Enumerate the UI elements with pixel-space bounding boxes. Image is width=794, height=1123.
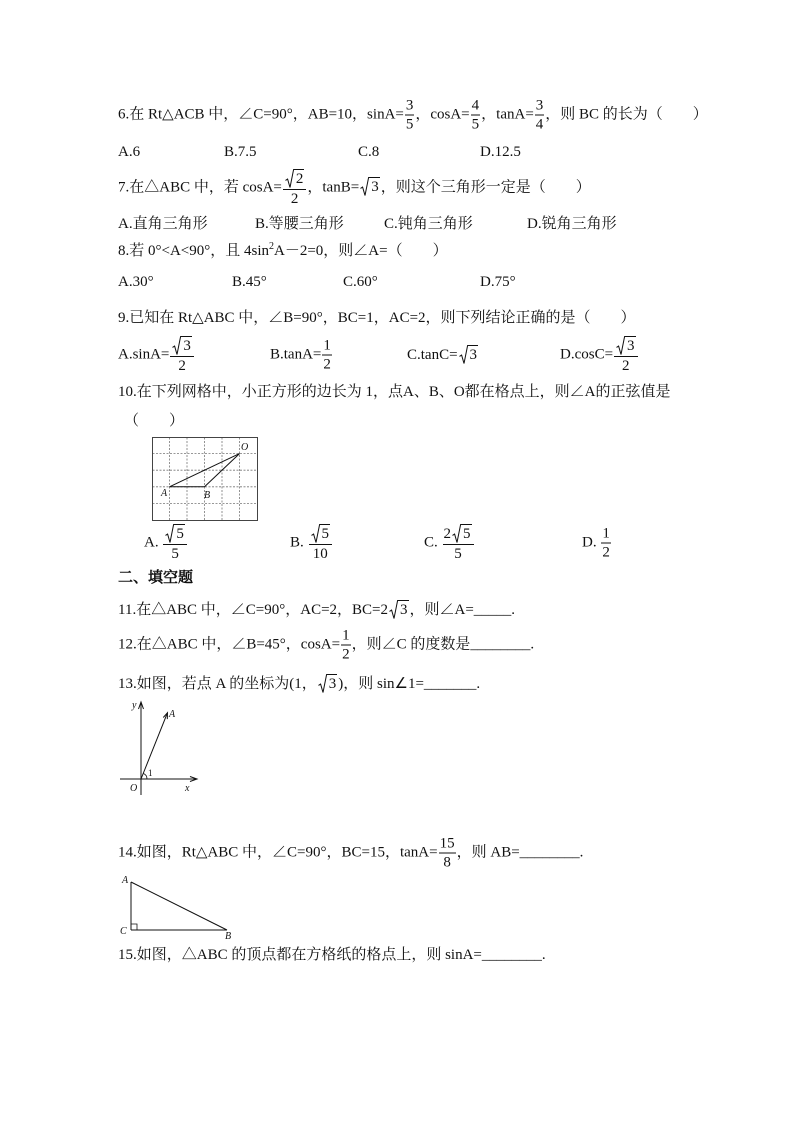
fraction-numerator (471, 98, 481, 116)
square-root (311, 524, 331, 543)
radical-stroke (173, 336, 182, 354)
text-run: 5 (321, 526, 330, 542)
text-run: 3 (535, 97, 544, 114)
square-root (360, 177, 380, 196)
question-6-option-c (358, 142, 379, 162)
fraction-numerator (405, 98, 415, 116)
radicand (369, 177, 380, 196)
text-run: A.6 (118, 144, 141, 160)
question-7-option-c (384, 214, 473, 234)
ray-oa (141, 713, 167, 779)
question-6-option-a (118, 142, 140, 162)
text-run: ，cosA= (415, 106, 470, 123)
text-run: 5 (471, 116, 480, 133)
text-run: 1 (602, 525, 610, 542)
text-run: 2 (295, 171, 304, 187)
radical-stroke (453, 524, 462, 542)
square-root (172, 336, 192, 355)
question-10-stem (118, 382, 671, 402)
text-run: C.tanC= (407, 347, 458, 363)
text-run: 8.若 0°<A<90°，且 4sin (118, 243, 270, 259)
text-run: ，则这个三角形一定是（ ） (380, 179, 591, 196)
question-7-option-d (527, 214, 617, 234)
radical-sign-icon (285, 169, 294, 188)
radical-sign-icon (311, 524, 320, 543)
radicand (174, 524, 185, 543)
question-7-option-b (255, 214, 344, 234)
question-6-option-b (224, 142, 257, 162)
fraction-numerator (341, 628, 351, 646)
right-angle-marker-icon (131, 924, 137, 930)
question-12-stem (118, 628, 534, 663)
y-axis-label: y (132, 700, 137, 711)
text-run: C.8 (358, 144, 380, 160)
radicand (625, 336, 636, 355)
question-9-option-c (407, 345, 479, 365)
fraction-denominator (601, 544, 611, 561)
fraction-denominator (283, 190, 307, 207)
question-10-option-d (582, 526, 612, 561)
angle-1-arc (143, 773, 147, 779)
text-run: 2 (290, 191, 299, 207)
text-run: 3 (371, 179, 379, 196)
text-run: ，则∠C 的度数是________. (351, 636, 535, 653)
question-9-option-a (118, 336, 195, 374)
text-run: A－2=0，则∠A=（ ） (274, 243, 448, 259)
question-7-option-a (118, 214, 208, 234)
vertex-b-label: B (225, 931, 232, 942)
question-8-option-b (232, 272, 267, 292)
text-run: ，则 BC 的长为（ ） (545, 106, 708, 123)
side-ab (131, 882, 227, 930)
question-10-option-b (290, 524, 333, 562)
fraction-denominator (443, 545, 474, 562)
text-run: 3 (400, 602, 408, 618)
text-run: 3 (405, 97, 414, 114)
radical-stroke (311, 524, 320, 542)
radical-stroke (285, 169, 294, 187)
text-run: 3 (469, 347, 478, 363)
question-8-option-a (118, 272, 154, 292)
fraction (322, 338, 332, 373)
question-6-option-d (480, 142, 521, 162)
math-group (444, 526, 473, 542)
text-run: A.sinA= (118, 346, 170, 363)
fraction (163, 524, 187, 562)
point-a-label: A (169, 709, 176, 720)
radical-sign-icon (389, 600, 398, 619)
square-root (459, 345, 479, 364)
text-run: 6.在 Rt△ACB 中，∠C=90°，AB=10，sinA= (118, 106, 404, 123)
text-run: B.等腰三角形 (255, 216, 344, 232)
question-10-grid-figure (152, 437, 258, 521)
question-14-triangle-figure (118, 872, 236, 942)
text-run: B.tanA= (270, 346, 322, 363)
question-10-option-a (144, 524, 188, 562)
radical-stroke (617, 336, 626, 354)
fraction (170, 336, 194, 374)
text-run: 10 (312, 546, 328, 562)
fraction (439, 836, 456, 871)
text-run: B.45° (232, 274, 267, 290)
text-run: 5 (171, 546, 179, 562)
origin-label: O (130, 783, 138, 794)
question-8-stem (118, 241, 448, 261)
vertex-c-label: C (120, 926, 127, 937)
text-run: 15.如图，△ABC 的顶点都在方格纸的格点上，则 sinA=________. (118, 947, 546, 963)
radical-sign-icon (452, 524, 461, 543)
section-title: 二、填空题 (118, 570, 194, 586)
fraction-denominator (322, 356, 332, 373)
fraction-denominator (405, 116, 415, 133)
radical-sign-icon (165, 524, 174, 543)
text-run: 8 (443, 854, 451, 871)
fraction (341, 628, 351, 663)
text-run: B.7.5 (224, 144, 257, 160)
grid-diagram (152, 437, 258, 521)
point-a-label: A (161, 488, 168, 499)
x-axis-label: x (185, 783, 190, 794)
radical-sign-icon (172, 336, 181, 355)
fraction (405, 98, 415, 133)
fraction-denominator (341, 646, 351, 663)
text-run: （ ） (124, 413, 185, 429)
angle-1-label: 1 (148, 768, 153, 778)
radical-sign-icon (616, 336, 625, 355)
radicand (468, 345, 479, 364)
radicand (181, 336, 192, 355)
fraction-numerator (309, 524, 333, 545)
text-run: 3 (183, 338, 191, 354)
fraction-numerator (322, 338, 332, 356)
square-root (452, 524, 472, 543)
text-run: 4 (535, 116, 544, 133)
text-run: 4 (471, 97, 480, 114)
fraction-denominator (170, 357, 194, 374)
text-run: 1 (323, 337, 331, 354)
text-run: ，则∠A=_____. (409, 602, 516, 618)
fraction (535, 98, 545, 133)
fraction (471, 98, 481, 133)
text-run: A. (144, 534, 163, 551)
question-14-stem (118, 836, 583, 871)
text-run: 2 (342, 646, 350, 663)
text-run: ，tanA= (481, 106, 534, 123)
text-run: C.钝角三角形 (384, 216, 473, 232)
text-run: ，tanB= (307, 179, 360, 196)
text-run: 1 (342, 627, 350, 644)
text-run: 7.在△ABC 中，若 cosA= (118, 179, 282, 196)
square-root (389, 600, 409, 619)
question-13-axes-figure (118, 698, 200, 796)
question-13-stem (118, 674, 480, 694)
question-6-stem (118, 98, 708, 133)
text-run: ，则 AB=________. (456, 844, 584, 861)
square-root (285, 169, 305, 188)
text-run: A.30° (118, 274, 154, 290)
text-run: 3 (328, 676, 337, 692)
text-run: C. (424, 534, 442, 551)
text-run: 5 (405, 116, 414, 133)
text-run: 14.如图，Rt△ABC 中，∠C=90°，BC=15，tanA= (118, 844, 438, 861)
text-run: 2 (443, 526, 452, 542)
text-run: 13.如图，若点 A 的坐标为(1， (118, 676, 317, 692)
fraction-numerator (614, 336, 638, 357)
text-run: 2 (602, 544, 610, 561)
radical-stroke (390, 600, 399, 618)
question-7-stem (118, 169, 591, 207)
question-9-stem (118, 308, 636, 328)
text-run: 5 (454, 546, 462, 562)
triangle-diagram (118, 872, 236, 942)
text-run: 3 (627, 338, 635, 354)
text-run: D.锐角三角形 (527, 216, 617, 232)
text-run: C.60° (343, 274, 378, 290)
question-9-option-b (270, 338, 333, 373)
fraction (309, 524, 333, 562)
fraction-denominator (535, 116, 545, 133)
fraction-numerator (443, 524, 474, 545)
text-run: A.直角三角形 (118, 216, 208, 232)
radical-stroke (166, 524, 175, 542)
text-run: 12.在△ABC 中，∠B=45°，cosA= (118, 636, 341, 653)
text-run: D.cosC= (560, 346, 614, 363)
fraction-numerator (601, 526, 611, 544)
text-run: 9.已知在 Rt△ABC 中，∠B=90°，BC=1，AC=2，则下列结论正确的是（ ） (118, 310, 636, 326)
text-run: 5 (176, 526, 184, 542)
radical-sign-icon (318, 674, 327, 693)
text-run: D.12.5 (480, 144, 521, 160)
text-run: 11.在△ABC 中，∠C=90°，AC=2，BC=2 (118, 602, 389, 618)
radical-stroke (459, 345, 468, 363)
question-8-option-d (480, 272, 516, 292)
fraction-numerator (535, 98, 545, 116)
question-8-option-c (343, 272, 378, 292)
question-9-option-d (560, 336, 639, 374)
question-15-stem (118, 945, 546, 965)
square-root (616, 336, 636, 355)
question-10-answer-bracket (124, 411, 184, 431)
text-run: D. (582, 534, 601, 551)
fraction-numerator (439, 836, 456, 854)
point-o-label: O (241, 442, 249, 453)
text-run: 15 (439, 835, 455, 852)
radical-stroke (361, 178, 370, 196)
square-root (165, 524, 185, 543)
radicand (320, 524, 331, 543)
text-run: )，则 sin∠1=_______. (338, 676, 481, 692)
text-run: 10.在下列网格中，小正方形的边长为 1，点A、B、O都在格点上，则∠A的正弦值是 (118, 384, 671, 400)
radical-stroke (318, 674, 327, 692)
fraction-denominator (163, 545, 187, 562)
question-10-option-c (424, 524, 475, 562)
radicand (461, 524, 472, 543)
point-b-label: B (204, 490, 211, 501)
superscript: 2 (269, 241, 275, 252)
text-run: 5 (463, 526, 471, 542)
fraction-denominator (439, 854, 456, 871)
fraction-numerator (163, 524, 187, 545)
fraction-numerator (170, 336, 194, 357)
fraction-numerator (283, 169, 307, 190)
radical-sign-icon (360, 177, 369, 196)
text-run: 2 (178, 358, 186, 374)
square-root (318, 674, 338, 693)
fraction (283, 169, 307, 207)
question-11-stem (118, 600, 515, 620)
fraction (601, 526, 611, 561)
vertex-a-label: A (122, 875, 129, 886)
text-run: 2 (323, 356, 331, 373)
coordinate-diagram (118, 698, 200, 796)
radicand (398, 600, 409, 619)
fraction-denominator (614, 357, 638, 374)
text-run: D.75° (480, 274, 516, 290)
fraction (443, 524, 474, 562)
radical-sign-icon (459, 345, 468, 364)
radicand (327, 674, 338, 693)
fraction-denominator (471, 116, 481, 133)
text-run: B. (290, 534, 308, 551)
fraction-denominator (309, 545, 333, 562)
fraction (614, 336, 638, 374)
radicand (294, 169, 305, 188)
text-run: 2 (622, 358, 630, 374)
